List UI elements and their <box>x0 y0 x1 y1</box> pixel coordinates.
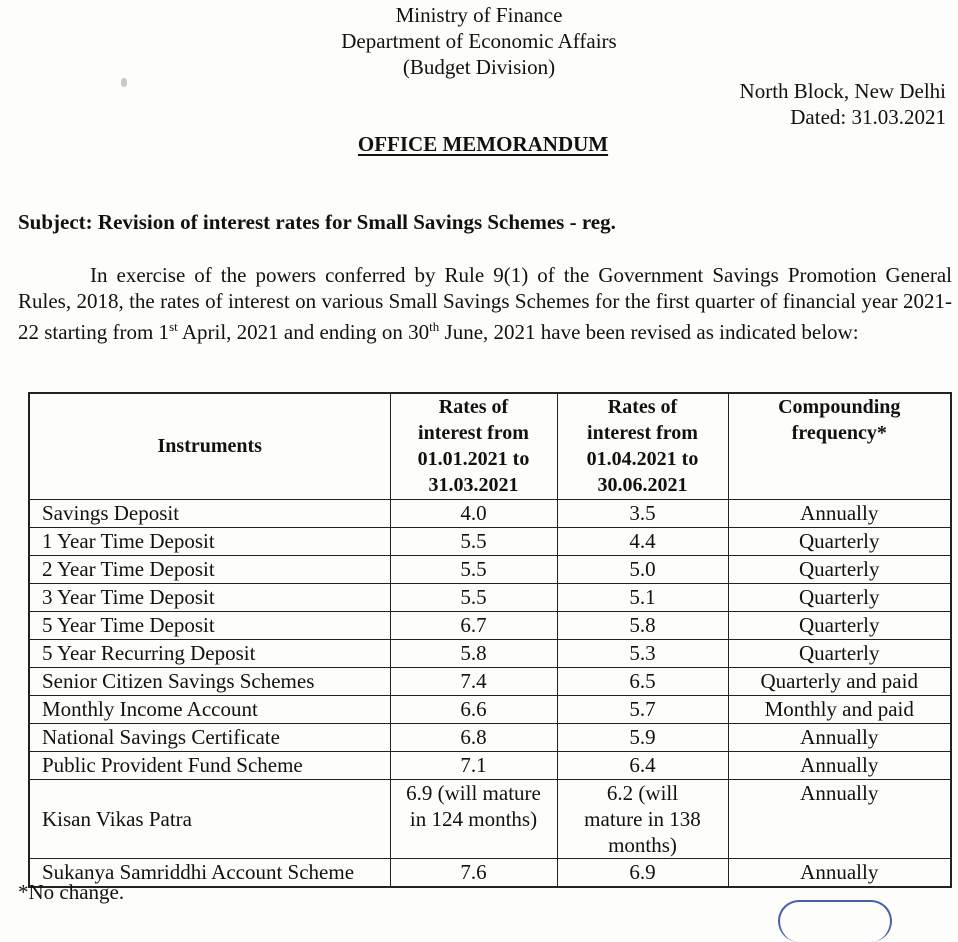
paragraph-part-2: April, 2021 and ending on 30 <box>177 320 430 344</box>
body-paragraph <box>18 262 952 345</box>
table-row <box>29 751 951 779</box>
place-line: North Block, New Delhi <box>739 79 946 103</box>
instrument-cell: 3 Year Time Deposit <box>29 583 390 611</box>
table-row <box>29 583 951 611</box>
paragraph-part-3: June, 2021 have been revised as indicated below: <box>439 320 859 344</box>
table-row <box>29 779 951 858</box>
new-rate-cell: 6.4 <box>557 751 728 779</box>
instrument-cell: National Savings Certificate <box>29 723 390 751</box>
date-line: Dated: 31.03.2021 <box>790 105 946 129</box>
instrument-cell: Sukanya Samriddhi Account Scheme <box>29 858 390 887</box>
memo-title-text: OFFICE MEMORANDUM <box>357 132 609 156</box>
old-rate-cell: 7.6 <box>390 858 557 887</box>
compounding-cell: Annually <box>728 779 951 858</box>
letterhead <box>0 2 958 80</box>
table-row <box>29 611 951 639</box>
table-row <box>29 667 951 695</box>
new-rate-cell: 6.5 <box>557 667 728 695</box>
compounding-cell: Annually <box>728 723 951 751</box>
compounding-cell: Quarterly <box>728 555 951 583</box>
header-instruments: Instruments <box>29 393 390 499</box>
superscript-th: th <box>429 319 440 334</box>
compounding-cell: Quarterly and paid <box>728 667 951 695</box>
table-row <box>29 858 951 887</box>
compounding-cell: Annually <box>728 858 951 887</box>
new-rate-cell: 5.0 <box>557 555 728 583</box>
new-rate-cell: 5.9 <box>557 723 728 751</box>
table-row <box>29 723 951 751</box>
header-old-rate: Rates of interest from 01.01.2021 to 31.03.2021 <box>390 393 557 499</box>
compounding-cell: Annually <box>728 751 951 779</box>
instrument-cell: Senior Citizen Savings Schemes <box>29 667 390 695</box>
old-rate-cell: 6.8 <box>390 723 557 751</box>
new-rate-cell: 5.3 <box>557 639 728 667</box>
compounding-cell: Quarterly <box>728 611 951 639</box>
subject-line: Subject: Revision of interest rates for Small Savings Schemes - reg. <box>18 210 616 234</box>
stamp-partial <box>778 900 892 942</box>
old-rate-cell: 5.5 <box>390 527 557 555</box>
old-rate-cell: 6.9 (will mature in 124 months) <box>390 779 557 858</box>
table-row <box>29 527 951 555</box>
compounding-cell: Quarterly <box>728 583 951 611</box>
table-row <box>29 499 951 527</box>
division-line: (Budget Division) <box>402 55 556 79</box>
place-and-date <box>740 78 946 130</box>
instrument-cell: Monthly Income Account <box>29 695 390 723</box>
instrument-cell: Public Provident Fund Scheme <box>29 751 390 779</box>
instrument-cell: 5 Year Recurring Deposit <box>29 639 390 667</box>
header-compounding: Compounding frequency* <box>728 393 951 499</box>
new-rate-cell: 6.2 (will mature in 138 months) <box>557 779 728 858</box>
old-rate-cell: 7.4 <box>390 667 557 695</box>
footnote: *No change. <box>18 880 125 904</box>
department-line: Department of Economic Affairs <box>341 29 617 53</box>
compounding-cell: Quarterly <box>728 639 951 667</box>
old-rate-cell: 5.8 <box>390 639 557 667</box>
instrument-cell: Kisan Vikas Patra <box>29 779 390 858</box>
compounding-cell: Annually <box>728 499 951 527</box>
instrument-cell: 2 Year Time Deposit <box>29 555 390 583</box>
instrument-cell: 1 Year Time Deposit <box>29 527 390 555</box>
compounding-cell: Quarterly <box>728 527 951 555</box>
compounding-cell: Monthly and paid <box>728 695 951 723</box>
table-row <box>29 555 951 583</box>
old-rate-cell: 4.0 <box>390 499 557 527</box>
table-row <box>29 639 951 667</box>
interest-rate-table <box>28 392 952 888</box>
instrument-cell: 5 Year Time Deposit <box>29 611 390 639</box>
new-rate-cell: 5.8 <box>557 611 728 639</box>
instrument-cell: Savings Deposit <box>29 499 390 527</box>
old-rate-cell: 7.1 <box>390 751 557 779</box>
header-new-rate: Rates of interest from 01.04.2021 to 30.06.2021 <box>557 393 728 499</box>
memo-title <box>0 132 958 157</box>
new-rate-cell: 6.9 <box>557 858 728 887</box>
new-rate-cell: 5.7 <box>557 695 728 723</box>
ministry-line: Ministry of Finance <box>395 3 563 27</box>
paragraph-part-1: In exercise of the powers conferred by Rule 9(1) of the Government Savings Promotion General Rules, 2018, the rates of interest on various Small Savings Schemes for the first quarter of financial year 2021-22 starting from 1 <box>18 263 952 344</box>
new-rate-cell: 4.4 <box>557 527 728 555</box>
superscript-st: st <box>169 319 178 334</box>
new-rate-cell: 3.5 <box>557 499 728 527</box>
old-rate-cell: 5.5 <box>390 583 557 611</box>
table-row <box>29 695 951 723</box>
new-rate-cell: 5.1 <box>557 583 728 611</box>
old-rate-cell: 5.5 <box>390 555 557 583</box>
old-rate-cell: 6.7 <box>390 611 557 639</box>
old-rate-cell: 6.6 <box>390 695 557 723</box>
